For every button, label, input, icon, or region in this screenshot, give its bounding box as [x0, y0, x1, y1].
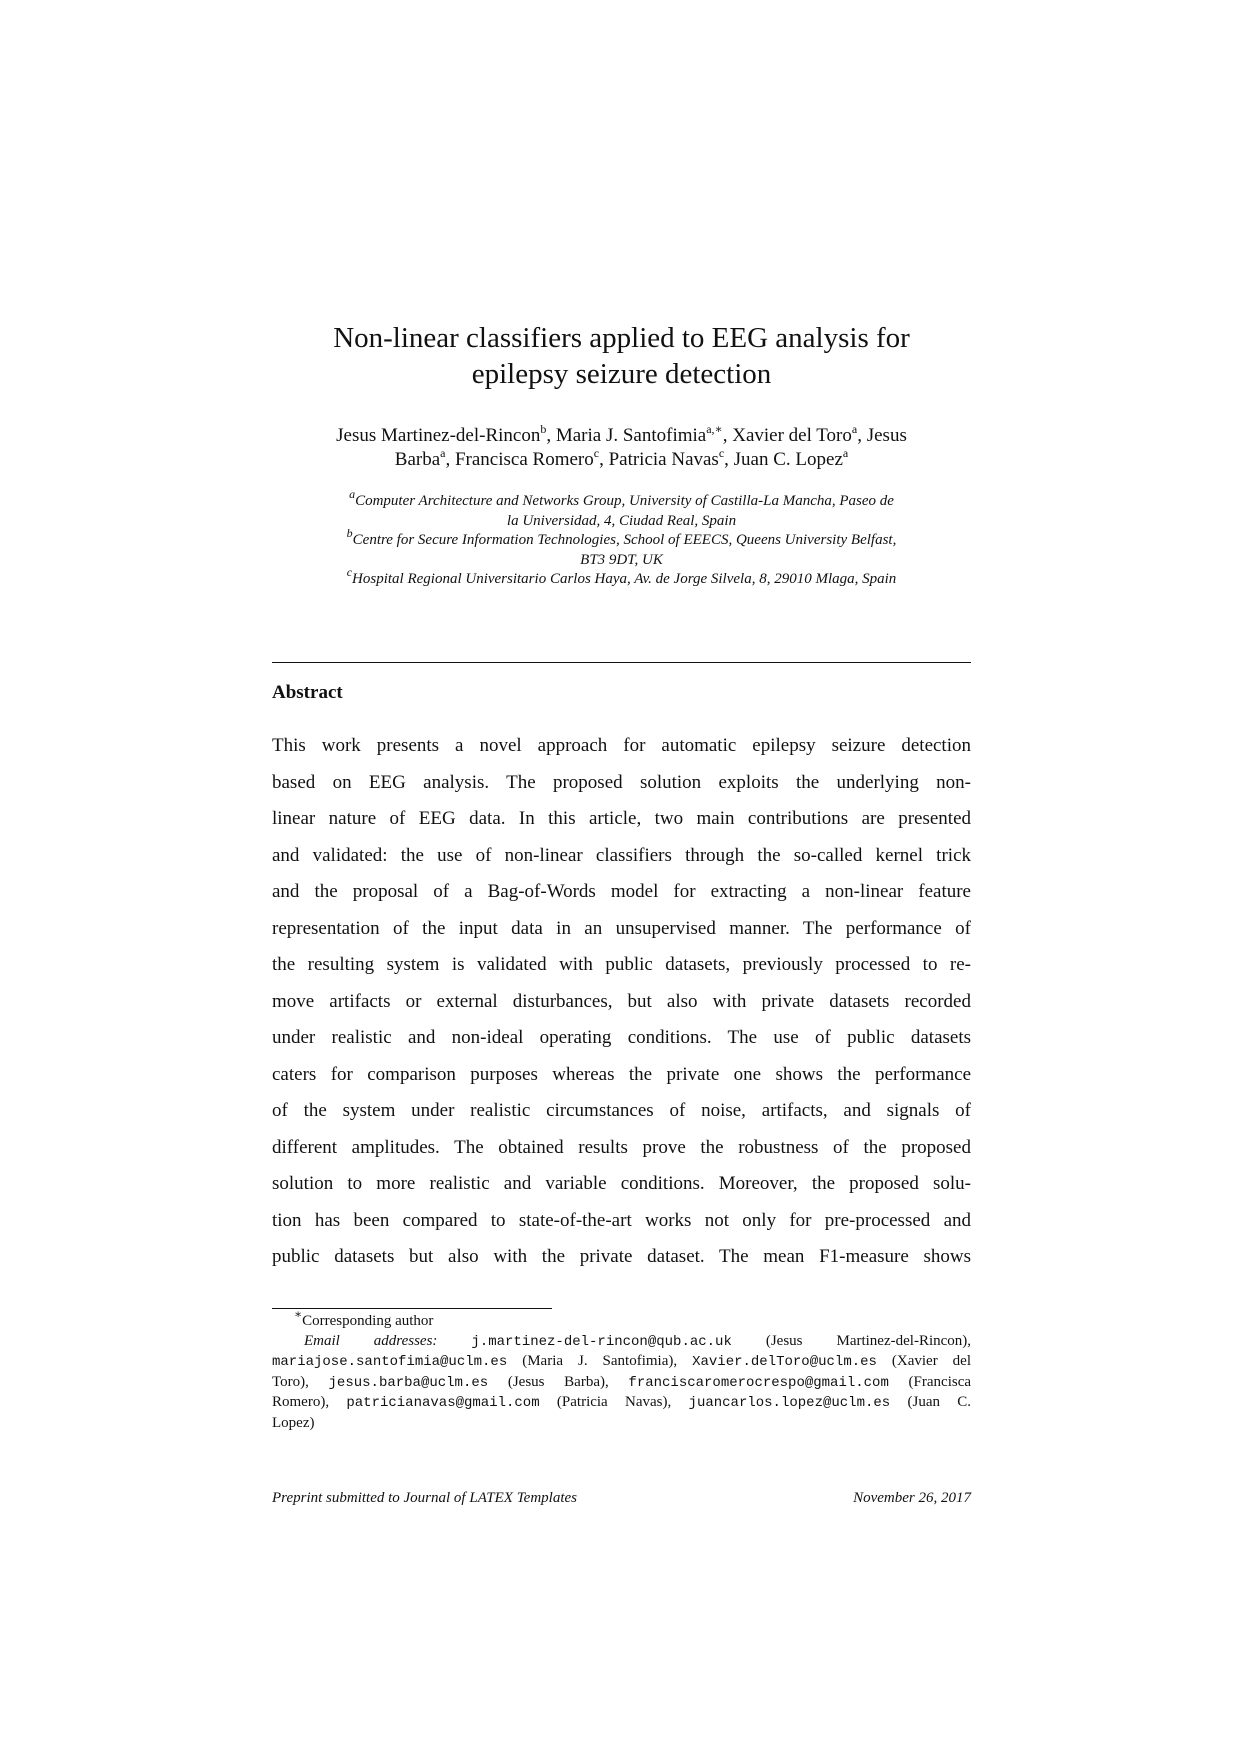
email-link[interactable]: juancarlos.lopez@uclm.es — [688, 1395, 891, 1411]
title-line-2: epilepsy seizure detection — [471, 358, 772, 390]
affiliation-mark: b — [346, 526, 353, 540]
author-list — [272, 421, 971, 472]
paper-title — [272, 320, 971, 392]
abstract-body — [272, 728, 971, 1276]
author-name: Xavier del Toro — [732, 425, 852, 446]
author-name: Jesus Martinez-del-Rincon — [336, 425, 541, 446]
affiliations — [272, 487, 971, 590]
author-affil-mark: a — [440, 445, 446, 460]
affiliation-a-line-1: $^a$Computer Architecture and Networks Group, University of Castilla-La Mancha, Paseo de — [349, 487, 894, 509]
abstract-line: different amplitudes. The obtained results prove the robustness of the proposed — [272, 1136, 971, 1158]
abstract-line: tion has been compared to state-of-the-art works not only for pre-processed and — [272, 1209, 971, 1231]
affiliation-mark: c — [346, 565, 353, 579]
footer-date: November 26, 2017 — [853, 1490, 971, 1506]
author-affil-mark: c — [718, 445, 725, 460]
preprint-note: Preprint submitted to Journal of LATEX Templates — [272, 1490, 578, 1506]
affiliation-b-line-2: BT3 9DT, UK — [580, 551, 663, 568]
footnote-rule — [272, 1308, 552, 1309]
abstract-top-rule — [272, 662, 971, 663]
author-name: Jesus — [866, 425, 907, 446]
author-name: Maria J. Santofimia — [555, 425, 707, 446]
author-line-2: Barba$^a$, Francisca Romero$^c$, Patricia Navas$^c$, Juan C. Lopez$^a$ — [394, 445, 849, 470]
footnote-mark: ∗ — [294, 1307, 303, 1321]
corresponding-author-note: ∗Corresponding author — [294, 1307, 434, 1329]
affiliation-b-line-1: $^b$Centre for Secure Information Technologies, School of EEECS, Queens University Belfast, — [346, 526, 897, 548]
author-affil-mark: a — [842, 445, 849, 460]
author-affil-mark: c — [593, 445, 600, 460]
abstract-line: based on EEG analysis. The proposed solution exploits the underlying non- — [272, 771, 971, 793]
abstract-line: and validated: the use of non-linear classifiers through the so-called kernel trick — [272, 844, 971, 866]
author-name: Juan C. Lopez — [733, 449, 843, 470]
abstract-line: public datasets but also with the private dataset. The mean F1-measure shows — [272, 1246, 971, 1267]
abstract-line: the resulting system is validated with public datasets, previously processed to re- — [272, 954, 971, 975]
email-link[interactable]: jesus.barba@uclm.es — [328, 1374, 489, 1391]
email-line-3: Toro), jesus.barba@uclm.es (Jesus Barba), franciscaromerocrespo@gmail.com (Francisca — [272, 1373, 972, 1391]
affiliation-mark: a — [349, 487, 356, 501]
email-link[interactable]: mariajose.santofimia@uclm.es — [272, 1354, 508, 1370]
email-label: Email addresses: — [304, 1332, 438, 1349]
abstract-line: caters for comparison purposes whereas the private one shows the performance — [272, 1063, 971, 1085]
abstract-line: representation of the input data in an unsupervised manner. The performance of — [272, 917, 971, 939]
email-line-5: Lopez) — [272, 1414, 315, 1431]
author-name: Barba — [394, 449, 441, 470]
email-link[interactable]: j.martinez-del-rincon@qub.ac.uk — [471, 1333, 732, 1350]
author-affil-mark: b — [540, 421, 547, 436]
title-line-1: Non-linear classifiers applied to EEG analysis for — [333, 322, 910, 354]
author-affil-mark: a — [851, 421, 858, 436]
abstract-heading: Abstract — [272, 682, 343, 703]
abstract-line: linear nature of EEG data. In this article, two main contributions are presented — [272, 808, 971, 829]
affiliation-c-line-1: $^c$Hospital Regional Universitario Carlos Haya, Av. de Jorge Silvela, 8, 29010 Mlaga, Spain — [346, 565, 897, 587]
page-footer — [272, 1490, 971, 1507]
email-line-2: mariajose.santofimia@uclm.es (Maria J. Santofimia), Xavier.delToro@uclm.es (Xavier del — [272, 1353, 972, 1370]
footnote — [272, 1307, 972, 1433]
abstract-line: move artifacts or external disturbances, but also with private datasets recorded — [272, 990, 971, 1012]
abstract-line: This work presents a novel approach for automatic epilepsy seizure detection — [272, 735, 971, 756]
abstract-line: and the proposal of a Bag-of-Words model for extracting a non-linear feature — [272, 881, 971, 902]
author-affil-mark: a,∗ — [706, 421, 723, 436]
email-link[interactable]: patricianavas@gmail.com — [346, 1395, 540, 1411]
email-link[interactable]: franciscaromerocrespo@gmail.com — [628, 1374, 889, 1391]
email-line-1: Email addresses: j.martinez-del-rincon@qub.ac.uk (Jesus Martinez-del-Rincon), — [304, 1332, 972, 1350]
email-link[interactable]: Xavier.delToro@uclm.es — [692, 1354, 877, 1370]
author-name: Francisca Romero — [454, 449, 594, 470]
abstract-line: solution to more realistic and variable conditions. Moreover, the proposed solu- — [272, 1173, 971, 1194]
author-line-1: Jesus Martinez-del-Rincon$^b$, Maria J. Santofimia$^{a,∗}$, Xavier del Toro$^a$, Jesus — [336, 421, 907, 446]
abstract-line: under realistic and non-ideal operating conditions. The use of public datasets — [272, 1027, 971, 1048]
author-name: Patricia Navas — [608, 449, 719, 470]
affiliation-a-line-2: la Universidad, 4, Ciudad Real, Spain — [506, 512, 737, 529]
abstract-line: of the system under realistic circumstances of noise, artifacts, and signals of — [272, 1100, 971, 1121]
email-line-4: Romero), patricianavas@gmail.com (Patricia Navas), juancarlos.lopez@uclm.es (Juan C. — [272, 1394, 972, 1411]
